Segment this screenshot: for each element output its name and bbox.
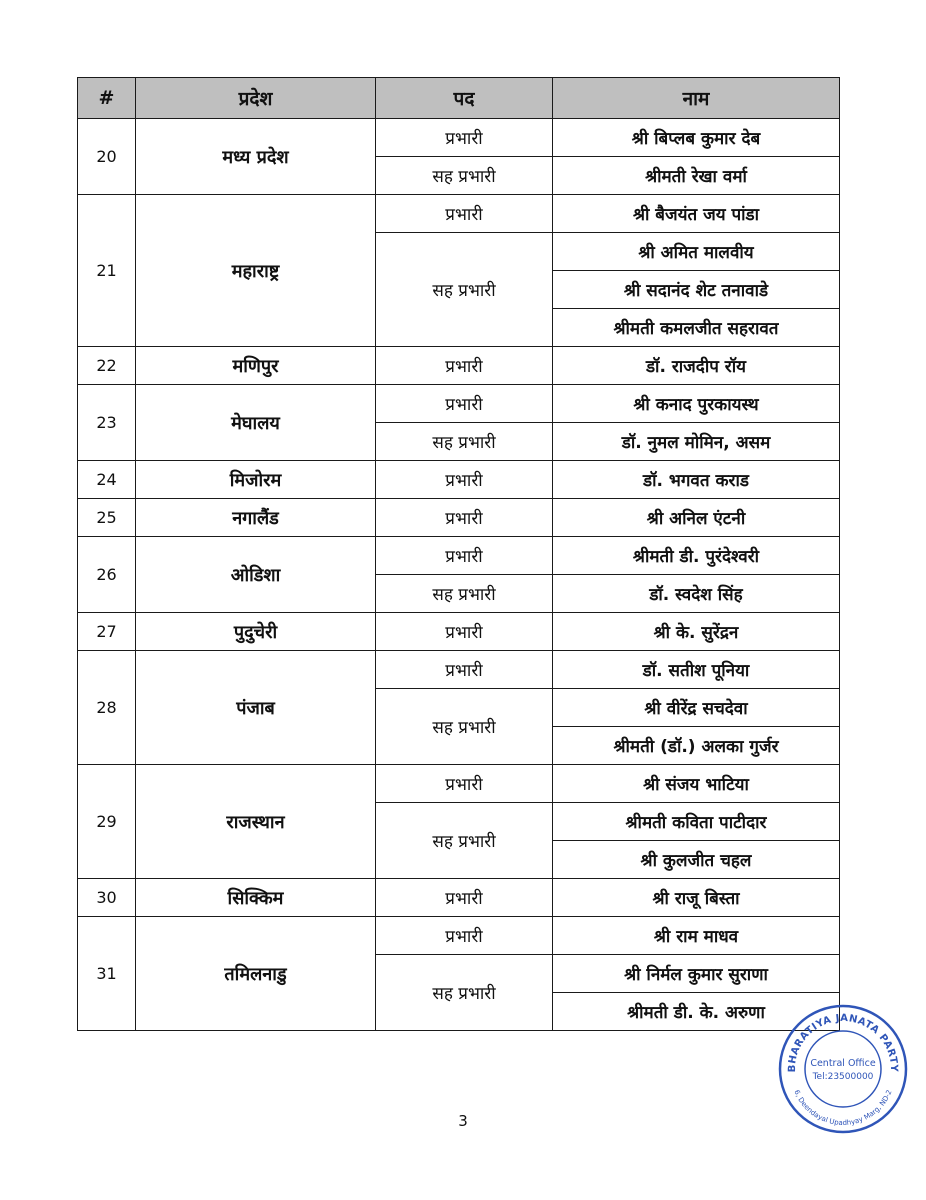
post-cell: प्रभारी <box>376 119 553 157</box>
state-cell: राजस्थान <box>136 765 376 879</box>
table-header-row <box>78 78 840 119</box>
person-name-cell: श्री कुलजीत चहल <box>553 841 840 879</box>
row-number-cell: 29 <box>78 765 136 879</box>
row-number-cell: 27 <box>78 613 136 651</box>
party-seal-stamp-icon <box>777 1003 909 1135</box>
person-name-cell: डॉ. नुमल मोमिन, असम <box>553 423 840 461</box>
person-name-cell: श्रीमती कविता पाटीदार <box>553 803 840 841</box>
state-cell: मणिपुर <box>136 347 376 385</box>
post-cell: प्रभारी <box>376 879 553 917</box>
row-number-cell: 28 <box>78 651 136 765</box>
state-cell: पंजाब <box>136 651 376 765</box>
post-cell: सह प्रभारी <box>376 157 553 195</box>
person-name-cell: श्रीमती कमलजीत सहरावत <box>553 309 840 347</box>
incharge-roster-table <box>77 77 840 1031</box>
table-row <box>78 765 840 803</box>
post-cell: सह प्रभारी <box>376 575 553 613</box>
post-cell: प्रभारी <box>376 765 553 803</box>
person-name-cell: श्री बिप्लब कुमार देब <box>553 119 840 157</box>
state-cell: पुदुचेरी <box>136 613 376 651</box>
stamp-address-text: 6, Deendayal Upadhyay Marg, ND-2 <box>792 1088 894 1128</box>
post-cell: प्रभारी <box>376 499 553 537</box>
row-number-cell: 22 <box>78 347 136 385</box>
state-cell: मेघालय <box>136 385 376 461</box>
header-post: पद <box>376 78 553 119</box>
post-cell: प्रभारी <box>376 347 553 385</box>
header-name: नाम <box>553 78 840 119</box>
table-row <box>78 917 840 955</box>
person-name-cell: श्री वीरेंद्र सचदेवा <box>553 689 840 727</box>
post-cell: सह प्रभारी <box>376 689 553 765</box>
person-name-cell: श्री राजू बिस्ता <box>553 879 840 917</box>
post-cell: प्रभारी <box>376 461 553 499</box>
header-number: # <box>78 78 136 119</box>
row-number-cell: 20 <box>78 119 136 195</box>
person-name-cell: डॉ. सतीश पूनिया <box>553 651 840 689</box>
table-row <box>78 651 840 689</box>
person-name-cell: श्री अनिल एंटनी <box>553 499 840 537</box>
table-row <box>78 499 840 537</box>
post-cell: प्रभारी <box>376 537 553 575</box>
person-name-cell: श्री के. सुरेंद्रन <box>553 613 840 651</box>
post-cell: सह प्रभारी <box>376 233 553 347</box>
state-cell: ओडिशा <box>136 537 376 613</box>
table-row <box>78 119 840 157</box>
table-row <box>78 461 840 499</box>
post-cell: प्रभारी <box>376 917 553 955</box>
row-number-cell: 25 <box>78 499 136 537</box>
table-body <box>78 119 840 1031</box>
person-name-cell: डॉ. राजदीप रॉय <box>553 347 840 385</box>
state-cell: सिक्किम <box>136 879 376 917</box>
person-name-cell: श्री अमित मालवीय <box>553 233 840 271</box>
table-row <box>78 195 840 233</box>
stamp-center-line1: Central Office <box>810 1058 876 1069</box>
person-name-cell: श्रीमती (डॉ.) अलका गुर्जर <box>553 727 840 765</box>
table-row <box>78 347 840 385</box>
state-cell: नगालैंड <box>136 499 376 537</box>
row-number-cell: 30 <box>78 879 136 917</box>
table-row <box>78 537 840 575</box>
post-cell: सह प्रभारी <box>376 423 553 461</box>
page-number: 3 <box>458 1112 468 1130</box>
post-cell: प्रभारी <box>376 195 553 233</box>
person-name-cell: श्री निर्मल कुमार सुराणा <box>553 955 840 993</box>
state-cell: तमिलनाडु <box>136 917 376 1031</box>
person-name-cell: श्रीमती डी. पुरंदेश्वरी <box>553 537 840 575</box>
post-cell: सह प्रभारी <box>376 803 553 879</box>
post-cell: प्रभारी <box>376 385 553 423</box>
state-cell: मिजोरम <box>136 461 376 499</box>
person-name-cell: श्रीमती डी. के. अरुणा <box>553 993 840 1031</box>
person-name-cell: श्री सदानंद शेट तनावाडे <box>553 271 840 309</box>
row-number-cell: 21 <box>78 195 136 347</box>
person-name-cell: श्री बैजयंत जय पांडा <box>553 195 840 233</box>
person-name-cell: श्रीमती रेखा वर्मा <box>553 157 840 195</box>
row-number-cell: 26 <box>78 537 136 613</box>
row-number-cell: 31 <box>78 917 136 1031</box>
table-row <box>78 879 840 917</box>
header-state: प्रदेश <box>136 78 376 119</box>
person-name-cell: डॉ. स्वदेश सिंह <box>553 575 840 613</box>
person-name-cell: डॉ. भगवत कराड <box>553 461 840 499</box>
row-number-cell: 24 <box>78 461 136 499</box>
stamp-center-line2: Tel:23500000 <box>812 1072 874 1082</box>
table-row <box>78 385 840 423</box>
person-name-cell: श्री राम माधव <box>553 917 840 955</box>
post-cell: सह प्रभारी <box>376 955 553 1031</box>
post-cell: प्रभारी <box>376 613 553 651</box>
state-cell: महाराष्ट्र <box>136 195 376 347</box>
person-name-cell: श्री कनाद पुरकायस्थ <box>553 385 840 423</box>
person-name-cell: श्री संजय भाटिया <box>553 765 840 803</box>
table-row <box>78 613 840 651</box>
post-cell: प्रभारी <box>376 651 553 689</box>
stamp-ring-text: BHARATIYA JANATA PARTY <box>786 1012 900 1073</box>
state-cell: मध्य प्रदेश <box>136 119 376 195</box>
row-number-cell: 23 <box>78 385 136 461</box>
